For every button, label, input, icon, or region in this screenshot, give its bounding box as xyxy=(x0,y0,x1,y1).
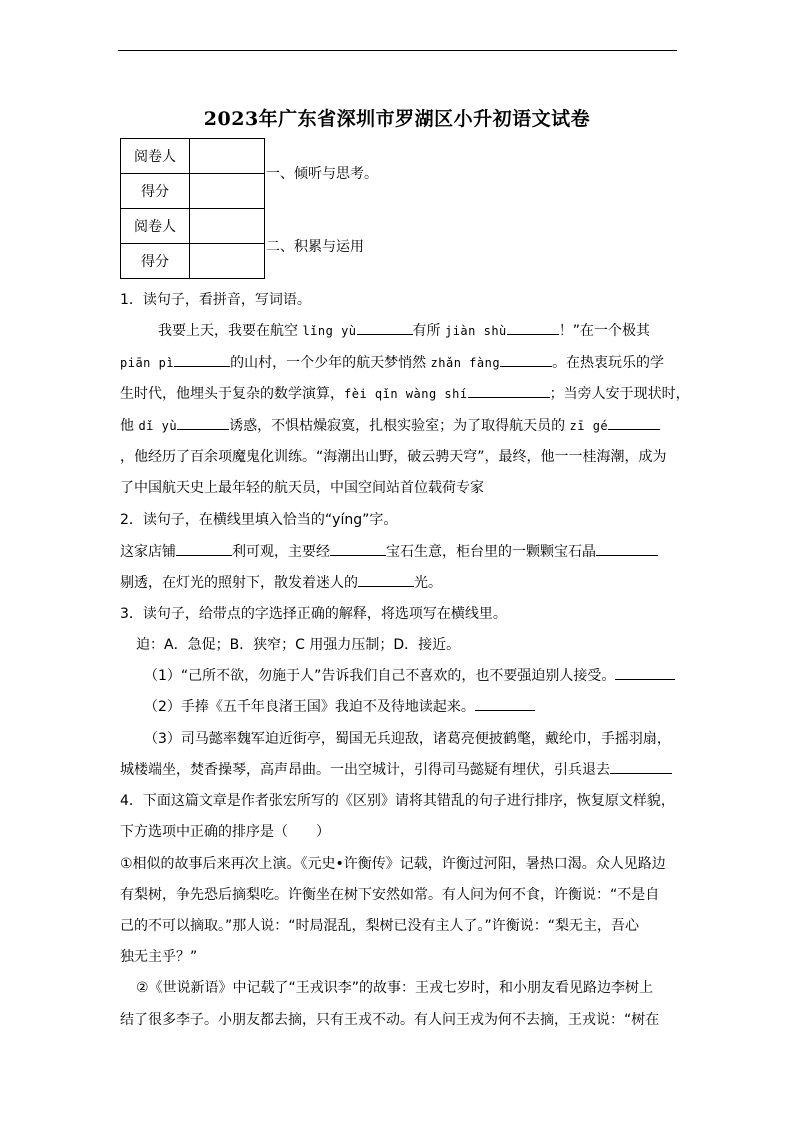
q1-text: ！”在一个极其 xyxy=(558,323,651,339)
answer-blank[interactable] xyxy=(174,352,230,367)
grading-table xyxy=(120,138,265,279)
pinyin-prompt: piān pì xyxy=(120,356,175,370)
question-1-line-6: 了中国航天史上最年轻的航天员，中国空间站首位载荷专家 xyxy=(120,480,484,496)
passage-paragraph-2: 结了很多李子。小朋友都去摘，只有王戎不动。有人问王戎为何不去摘，王戎说：“树在 xyxy=(120,1012,660,1028)
pinyin-prompt: lǐng yù xyxy=(302,324,357,338)
question-2-line-2 xyxy=(120,572,442,592)
answer-blank[interactable] xyxy=(468,383,550,398)
question-3-item-3a: （3）司马懿率魏军迫近街亭，蜀国无兵迎敌，诸葛亮便披鹤氅，戴纶巾，手摇羽扇， xyxy=(144,731,671,747)
question-1-heading: 1．读句子，看拼音，写词语。 xyxy=(120,292,311,308)
q2-text: 这家店铺 xyxy=(120,544,176,560)
question-1-line-2 xyxy=(120,352,664,372)
question-1-line-3 xyxy=(120,383,690,403)
q1-text: 生时代，他埋头于复杂的数学演算， xyxy=(120,386,344,402)
q1-text: 的山村，一个少年的航天梦悄然 xyxy=(230,355,427,371)
q2-text: 利可观，主要经 xyxy=(232,544,330,560)
q1-text: 我要上天，我要在航空 xyxy=(158,323,298,339)
question-2-heading: 2．读句子，在横线里填入恰当的“yíng”字。 xyxy=(120,512,398,528)
q1-text: ；当旁人安于现状时， xyxy=(549,386,690,402)
pinyin-prompt: fèi qǐn wàng shí xyxy=(344,387,468,401)
question-3-options: 迫：A．急促；B．狭窄；C 用强力压制；D．接近。 xyxy=(136,637,461,653)
reviewer-field[interactable] xyxy=(190,209,265,244)
question-1-line-5: ，他经历了百余项魔鬼化训练。“海潮出山野，破云骋天穹”，最终，他一一桂海潮，成为 xyxy=(120,449,667,465)
q1-text: 他 xyxy=(120,418,134,434)
reviewer-field[interactable] xyxy=(190,139,265,174)
answer-blank[interactable] xyxy=(177,415,229,430)
answer-blank[interactable] xyxy=(500,352,552,367)
section-heading-2: 二、积累与运用 xyxy=(266,239,364,255)
question-4-heading-a: 4．下面这篇文章是作者张宏所写的《区别》请将其错乱的句子进行排序，恢复原文样貌， xyxy=(120,793,675,809)
score-label: 得分 xyxy=(121,244,190,279)
page-title: 2023年广东省深圳市罗湖区小升初语文试卷 xyxy=(203,108,591,130)
answer-blank[interactable] xyxy=(507,320,559,335)
reviewer-label: 阅卷人 xyxy=(121,139,190,174)
pinyin-prompt: zhǎn fàng xyxy=(430,356,501,370)
header-rule xyxy=(118,50,677,51)
q1-text: 有所 xyxy=(412,323,441,339)
passage-paragraph-1: 独无主乎？” xyxy=(120,949,198,965)
q2-text: 光。 xyxy=(414,575,442,591)
q1-text: 诱惑，不惧枯燥寂寞，扎根实验室；为了取得航天员的 xyxy=(229,418,566,434)
pinyin-prompt: zī gé xyxy=(569,419,609,433)
q2-text: 剔透，在灯光的照射下，散发着迷人的 xyxy=(120,575,358,591)
pinyin-prompt: dǐ yù xyxy=(138,419,178,433)
q3-text: （2）手捧《五千年良渚王国》我迫不及待地读起来。 xyxy=(144,699,475,715)
answer-blank[interactable] xyxy=(610,759,672,774)
q2-text: 宝石生意，柜台里的一颗颗宝石晶 xyxy=(386,544,596,560)
answer-blank[interactable] xyxy=(608,415,660,430)
pinyin-prompt: jiàn shù xyxy=(444,324,507,338)
passage-paragraph-2: ②《世说新语》中记载了“王戎识李”的故事：王戎七岁时，和小朋友看见路边李树上 xyxy=(136,980,654,996)
answer-blank[interactable] xyxy=(357,320,413,335)
passage-paragraph-1: 己的不可以摘取。”那人说：“时局混乱，梨树已没有主人了。”许衡说：“梨无主，吾心 xyxy=(120,918,640,934)
answer-blank[interactable] xyxy=(358,572,414,587)
question-4-heading-b: 下方选项中正确的排序是（ ） xyxy=(120,824,330,840)
score-label: 得分 xyxy=(121,174,190,209)
reviewer-label: 阅卷人 xyxy=(121,209,190,244)
q1-text: 。在热衷玩乐的学 xyxy=(552,355,665,371)
answer-blank[interactable] xyxy=(176,541,232,556)
answer-blank[interactable] xyxy=(475,696,535,711)
question-3-item-3b xyxy=(120,759,672,779)
score-field[interactable] xyxy=(190,244,265,279)
passage-paragraph-1: ①相似的故事后来再次上演。《元史•许衡传》记载，许衡过河阳，暑热口渴。众人见路边 xyxy=(120,856,666,872)
q3-text: （1）“己所不欲，勿施于人”告诉我们自己不喜欢的，也不要强迫别人接受。 xyxy=(144,668,616,684)
section-heading-1: 一、倾听与思考。 xyxy=(266,166,378,182)
question-2-line-1 xyxy=(120,541,658,561)
answer-blank[interactable] xyxy=(615,665,675,680)
answer-blank[interactable] xyxy=(330,541,386,556)
question-3-heading: 3．读句子，给带点的字选择正确的解释，将选项写在横线里。 xyxy=(120,606,507,622)
score-field[interactable] xyxy=(190,174,265,209)
answer-blank[interactable] xyxy=(596,541,658,556)
question-1-line-1 xyxy=(158,320,650,340)
question-3-item-1 xyxy=(144,665,675,685)
passage-paragraph-1: 有梨树，争先恐后摘梨吃。许衡坐在树下安然如常。有人问为何不食，许衡说：“不是自 xyxy=(120,887,660,903)
question-3-item-2 xyxy=(144,696,535,716)
q3-text: 城楼端坐，焚香操琴，高声昂曲。一出空城计，引得司马懿疑有埋伏，引兵退去 xyxy=(120,762,610,778)
question-1-line-4 xyxy=(120,415,660,435)
